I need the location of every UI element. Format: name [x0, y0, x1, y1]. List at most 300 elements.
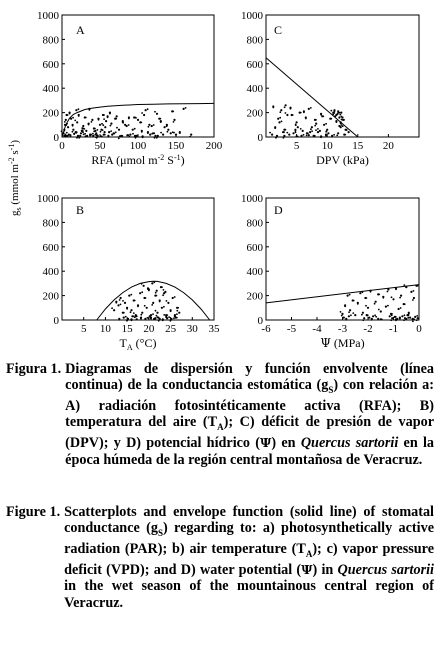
- panel-A-point: [164, 126, 166, 128]
- panel-D-point: [341, 313, 343, 315]
- panel-D-point: [375, 301, 377, 303]
- panel-A-point: [76, 121, 78, 123]
- panel-A-point: [141, 112, 143, 114]
- panel-C-point: [333, 134, 335, 136]
- panel-C-point: [310, 128, 312, 130]
- panel-C-point: [341, 119, 343, 121]
- panel-C-point: [276, 135, 278, 137]
- panel-C-point: [306, 134, 308, 136]
- panel-D-xtick-label: -1: [388, 323, 399, 335]
- panel-A-point: [64, 134, 66, 136]
- panel-B-point: [178, 312, 180, 314]
- panel-D-point: [348, 315, 350, 317]
- panel-A-point: [78, 137, 80, 139]
- panel-B-point: [176, 317, 178, 319]
- panel-B-point: [130, 294, 132, 296]
- panel-B-point: [136, 318, 138, 320]
- panel-C-point: [310, 107, 312, 109]
- panel-C-point: [340, 112, 342, 114]
- panel-B-point: [174, 314, 176, 316]
- panel-C-ytick-label: 600: [246, 58, 263, 71]
- panel-A-point: [104, 134, 106, 136]
- panel-B-point: [163, 314, 165, 316]
- panel-C-frame: [266, 15, 419, 137]
- panel-A-point: [135, 137, 137, 139]
- panel-C-point: [300, 112, 302, 114]
- panel-C-point: [297, 126, 299, 128]
- panel-D-point: [391, 317, 393, 319]
- panel-B-point: [152, 313, 154, 315]
- panel-A-point: [64, 121, 66, 123]
- panel-A-point: [88, 124, 90, 126]
- panel-A-point: [147, 132, 149, 134]
- panel-D-point: [341, 315, 343, 317]
- panel-D-point: [387, 291, 389, 293]
- panel-B-point: [145, 297, 147, 299]
- panel-C-ytick-label: 200: [246, 107, 263, 120]
- panel-D-point: [390, 319, 392, 321]
- panel-A-point: [159, 118, 161, 120]
- panel-A-point: [132, 133, 134, 135]
- panel-C-point: [339, 112, 341, 114]
- panel-C-point: [319, 130, 321, 132]
- panel-C-xtick-label: 10: [321, 140, 333, 152]
- panel-A-point: [172, 131, 174, 133]
- panel-C-point: [292, 114, 294, 116]
- panel-A-point: [94, 128, 96, 130]
- panel-B-point: [139, 292, 141, 294]
- panel-A-point: [116, 115, 118, 117]
- panel-D-point: [366, 297, 368, 299]
- panel-D-letter: D: [274, 203, 283, 217]
- panel-B-point: [177, 307, 179, 309]
- panel-A-point: [157, 135, 159, 137]
- panel-B-point: [164, 291, 166, 293]
- panel-A-point: [134, 135, 136, 137]
- panel-A-point: [109, 113, 111, 115]
- panel-B-ytick-label: 1000: [37, 193, 59, 205]
- panel-A-point: [108, 136, 110, 138]
- panel-A-point: [118, 129, 120, 131]
- panel-A-point: [96, 134, 98, 136]
- panel-B-point: [170, 310, 172, 312]
- panel-B-point: [159, 318, 161, 320]
- panel-A-point: [134, 128, 136, 130]
- panel-D-point: [362, 319, 364, 321]
- panel-A-point: [74, 120, 76, 122]
- panel-D-ytick-label: 1000: [241, 193, 263, 205]
- panel-B-point: [161, 286, 163, 288]
- panel-A-point: [85, 117, 87, 119]
- panel-B-point: [167, 302, 169, 304]
- panel-A-point: [121, 135, 123, 137]
- panel-B-point: [158, 320, 160, 322]
- panel-A-point: [132, 129, 134, 131]
- panel-B-point: [144, 318, 146, 320]
- panel-C-point: [283, 137, 285, 139]
- panel-B-point: [122, 300, 124, 302]
- panel-C-point: [343, 119, 345, 121]
- panel-A-xtick-label: 50: [94, 140, 106, 152]
- panel-C-point: [283, 131, 285, 133]
- panel-C-point: [286, 114, 288, 116]
- panel-D-xtick-label: -2: [363, 323, 373, 335]
- panel-A-point: [98, 119, 100, 121]
- caption-spanish: [6, 361, 434, 468]
- panel-A-point: [116, 127, 118, 129]
- panel-D-point: [403, 284, 405, 286]
- panel-B-point: [120, 304, 122, 306]
- panel-C-point: [344, 134, 346, 136]
- panel-A-ytick-label: 1000: [37, 10, 59, 22]
- panel-B-point: [133, 312, 135, 314]
- panel-B-point: [155, 292, 157, 294]
- panel-B-point: [159, 301, 161, 303]
- panel-D-point: [400, 295, 402, 297]
- panel-D-point: [398, 308, 400, 310]
- panel-B-point: [136, 315, 138, 317]
- panel-B-point: [174, 296, 176, 298]
- panel-C-point: [334, 110, 336, 112]
- panel-D-point: [349, 294, 351, 296]
- panel-A-point: [154, 135, 156, 137]
- panel-A-point: [154, 111, 156, 113]
- panel-B-point: [137, 306, 139, 308]
- panel-B-point: [154, 318, 156, 320]
- panel-B-point: [125, 316, 127, 318]
- caption-en-label: Figure 1.: [6, 504, 61, 520]
- panel-A-point: [135, 117, 137, 119]
- panel-D-xtick-label: -4: [312, 323, 322, 335]
- panel-D-point: [352, 312, 354, 314]
- panel-D-point: [389, 315, 391, 317]
- panel-A-point: [124, 124, 126, 126]
- panel-B-ytick-label: 400: [42, 266, 59, 279]
- panel-C-point: [285, 129, 287, 131]
- panel-D-point: [368, 317, 370, 319]
- panel-B-point: [155, 310, 157, 312]
- panel-A-point: [141, 131, 143, 133]
- panel-C-point: [317, 131, 319, 133]
- panel-D-point: [345, 319, 347, 321]
- panel-B-point: [140, 314, 142, 316]
- panel-B-point: [162, 294, 164, 296]
- panel-D-xtick-label: -6: [261, 323, 271, 335]
- panel-B-point: [165, 316, 167, 318]
- panel-D-point: [410, 291, 412, 293]
- panel-B-point: [156, 312, 158, 314]
- panel-C-point: [302, 130, 304, 132]
- panel-A-point: [61, 130, 63, 132]
- panel-C-point: [283, 135, 285, 137]
- panel-B-point: [156, 315, 158, 317]
- panel-A-point: [128, 118, 130, 120]
- panel-D-point: [416, 319, 418, 321]
- panel-B-point: [126, 308, 128, 310]
- panel-B-point: [151, 304, 153, 306]
- panel-D-point: [357, 303, 359, 305]
- panel-C-point: [308, 134, 310, 136]
- panel-A-point: [156, 113, 158, 115]
- panel-B-point: [123, 312, 125, 314]
- panel-D-point: [413, 290, 415, 292]
- panel-C-point: [320, 137, 322, 139]
- panel-C-point: [296, 121, 298, 123]
- panel-A-point: [119, 135, 121, 137]
- panel-C-xtick-label: 5: [293, 140, 300, 152]
- panel-A-point: [72, 129, 74, 131]
- panel-A-point: [72, 131, 74, 133]
- panel-A-point: [142, 137, 144, 139]
- panel-D-xtick-label: 0: [416, 323, 422, 335]
- panel-B-xtick-label: 10: [99, 323, 111, 335]
- panel-D-point: [359, 292, 361, 294]
- panel-A-xlabel: RFA (μmol $m^{-2}$ $S^{-1}$): [91, 153, 185, 167]
- panel-D-frame: [266, 198, 419, 320]
- panel-C-point: [274, 127, 276, 129]
- panel-B-point: [157, 316, 159, 318]
- panel-A-point: [69, 113, 71, 115]
- panel-B-point: [173, 317, 175, 319]
- panel-B-point: [126, 320, 128, 322]
- panel-B-point: [152, 302, 154, 304]
- panel-C-point: [317, 128, 319, 130]
- panel-C-point: [303, 112, 305, 114]
- panel-A-point: [143, 114, 145, 116]
- panel-B-xtick-label: 35: [208, 323, 220, 335]
- panel-A-ytick-label: 600: [42, 58, 59, 71]
- panel-B-point: [176, 310, 178, 312]
- panel-D-point: [367, 307, 369, 309]
- panel-A-point: [92, 135, 94, 137]
- panel-D-point: [361, 314, 363, 316]
- panel-B-point: [118, 319, 120, 321]
- panel-C-point: [327, 132, 329, 134]
- panel-C-letter: C: [274, 23, 283, 37]
- panel-A-frame: [62, 15, 214, 137]
- panel-C-point: [315, 119, 317, 121]
- panel-C-point: [286, 132, 288, 134]
- panel-A-point: [73, 133, 75, 135]
- panel-C-xlabel: DPV (kPa): [316, 153, 369, 167]
- panel-A-point: [140, 122, 142, 124]
- panel-C-point: [322, 115, 324, 117]
- panel-C-point: [277, 118, 279, 120]
- panel-D-point: [400, 307, 402, 309]
- panel-B-point: [166, 300, 168, 302]
- panel-A-point: [162, 134, 164, 136]
- panel-D-envelope: [266, 285, 419, 303]
- panel-C-point: [311, 126, 313, 128]
- panel-A-point: [67, 135, 69, 137]
- panel-A-point: [160, 132, 162, 134]
- panel-B-ytick-label: 600: [42, 241, 59, 254]
- panel-B-point: [162, 320, 164, 322]
- panel-D-point: [349, 309, 351, 311]
- panel-A-point: [72, 125, 74, 127]
- panel-B-point: [156, 290, 158, 292]
- panel-D-point: [362, 312, 364, 314]
- panel-B-point: [124, 302, 126, 304]
- panel-A-ytick-label: 200: [42, 107, 59, 120]
- panel-C-point: [271, 134, 273, 136]
- panel-A-point: [100, 131, 102, 133]
- panel-B-point: [166, 314, 168, 316]
- panel-A-point: [115, 131, 117, 133]
- panel-B-point: [127, 318, 129, 320]
- panel-D-point: [412, 321, 414, 323]
- panel-B-point: [120, 297, 122, 299]
- panel-B-point: [115, 302, 117, 304]
- panel-C-point: [339, 114, 341, 116]
- panel-B-point: [176, 313, 178, 315]
- panel-A-point: [151, 133, 153, 135]
- panel-C-ytick-label: 1000: [241, 10, 263, 22]
- panel-D-point: [399, 318, 401, 320]
- panel-D-point: [372, 315, 374, 317]
- panel-A-xtick-label: 100: [129, 140, 147, 152]
- panel-D-point: [404, 303, 406, 305]
- panel-C-point: [314, 135, 316, 137]
- panel-A-point: [148, 126, 150, 128]
- panel-A-point: [85, 130, 87, 132]
- panel-C-point: [342, 125, 344, 127]
- panel-B-point: [128, 295, 130, 297]
- panel-D-point: [417, 317, 419, 319]
- panel-A-xtick-label: 150: [167, 140, 185, 152]
- panel-A-point: [111, 134, 113, 136]
- panel-C-point: [323, 124, 325, 126]
- panel-A-point: [127, 134, 129, 136]
- panel-D-point: [391, 314, 393, 316]
- panel-C-point: [306, 132, 308, 134]
- panel-A-point: [160, 121, 162, 123]
- panel-C-point: [320, 114, 322, 116]
- panel-A-point: [65, 119, 67, 121]
- panel-C-point: [279, 111, 281, 113]
- panel-D-point: [348, 311, 350, 313]
- panel-A-point: [70, 135, 72, 137]
- panel-D-point: [382, 297, 384, 299]
- panel-B-point: [130, 311, 132, 313]
- panel-A-point: [108, 131, 110, 133]
- panel-A-point: [153, 132, 155, 134]
- panel-C-point: [285, 104, 287, 106]
- panel-A-point: [151, 125, 153, 127]
- panel-A-point: [173, 119, 175, 121]
- panel-C-point: [305, 118, 307, 120]
- panel-D-point: [374, 314, 376, 316]
- panel-A-point: [145, 109, 147, 111]
- panel-B-xtick-label: 20: [143, 323, 155, 335]
- panel-B-point: [117, 304, 119, 306]
- panel-B-point: [143, 285, 145, 287]
- panel-A-point: [172, 111, 174, 113]
- panel-A-point: [72, 117, 74, 119]
- panel-A-point: [91, 121, 93, 123]
- panel-A-point: [147, 108, 149, 110]
- panel-C-point: [315, 129, 317, 131]
- panel-C-point: [275, 137, 277, 139]
- panel-D-ytick-label: 800: [246, 217, 263, 230]
- panel-A-point: [75, 132, 77, 134]
- panel-A-point: [104, 131, 106, 133]
- panel-B-xtick-label: 5: [80, 323, 87, 335]
- panel-C-point: [300, 135, 302, 137]
- panel-C-point: [278, 121, 280, 123]
- panel-A-xtick-label: 200: [205, 140, 223, 152]
- panel-C-point: [285, 112, 287, 114]
- panel-A-point: [101, 136, 103, 138]
- panel-A-point: [156, 137, 158, 139]
- caption-en-text: Scatterplots and envelope function (solid line) of stomatal conductance $(g_S)$ regarding to: a) photosynthetically active radiation (PAR); b) air temperature $(T_A)$; c) vapor pressure deficit (VPD); and D) water potential (Ψ) in Quercus sartorii in the wet season of the mountainous central region of Veracruz.: [64, 504, 435, 611]
- panel-A-point: [78, 108, 80, 110]
- panel-C-point: [308, 108, 310, 110]
- panel-C-point: [309, 131, 311, 133]
- panel-C-point: [340, 126, 342, 128]
- panel-D-point: [378, 294, 380, 296]
- panel-A-point: [80, 132, 82, 134]
- panel-C-point: [281, 121, 283, 123]
- panel-B-point: [140, 318, 142, 320]
- panel-C-point: [272, 107, 274, 109]
- panel-B-point: [141, 291, 143, 293]
- panel-D-ytick-label: 600: [246, 241, 263, 254]
- caption-es-label: Figura 1.: [6, 361, 62, 377]
- panel-C-point: [269, 132, 271, 134]
- panel-D-ytick-label: 0: [257, 315, 263, 327]
- panel-C-ytick-label: 400: [246, 83, 263, 96]
- panel-D-xtick-label: -3: [337, 323, 348, 335]
- panel-A-point: [179, 132, 181, 134]
- panel-C-point: [303, 134, 305, 136]
- panel-A-point: [185, 107, 187, 109]
- panel-C-point: [325, 123, 327, 125]
- panel-C-point: [338, 116, 340, 118]
- panel-A-point: [122, 122, 124, 124]
- panel-B-ytick-label: 0: [53, 315, 59, 327]
- panel-D-point: [414, 316, 416, 318]
- panel-D-point: [377, 318, 379, 320]
- panel-B-point: [146, 307, 148, 309]
- panel-A-point: [166, 125, 168, 127]
- caption-es-text: Diagramas de dispersión y función envolvente (línea continua) de la conductancia estomática $(g_S)$ con relación a: A) radiación fotosintéticamente activa (RFA); B) temperatura del aire $(T_A)$; C) déficit de presión de vapor (DPV); y D) potencial hídrico (Ψ) en Quercus sartorii en la época húmeda de la región central montañosa de Veracruz.: [65, 361, 434, 468]
- panel-A-point: [82, 125, 84, 127]
- panel-A-point: [103, 118, 105, 120]
- panel-C-point: [280, 109, 282, 111]
- panel-C-point: [331, 135, 333, 137]
- panel-A-point: [183, 108, 185, 110]
- panel-D-point: [366, 315, 368, 317]
- panel-B-point: [141, 312, 143, 314]
- panel-D-point: [405, 318, 407, 320]
- panel-C-envelope: [266, 58, 358, 137]
- panel-C-point: [337, 132, 339, 134]
- panel-B-point: [163, 306, 165, 308]
- panel-C-point: [336, 121, 338, 123]
- panel-A-point: [67, 126, 69, 128]
- panel-B-point: [131, 320, 133, 322]
- panel-A-point: [103, 114, 105, 116]
- panel-A-point: [149, 134, 151, 136]
- panel-A-point: [92, 133, 94, 135]
- panel-A-point: [79, 135, 81, 137]
- panel-D-point: [412, 319, 414, 321]
- panel-A-point: [148, 124, 150, 126]
- panel-D-point: [391, 296, 393, 298]
- panel-A-point: [128, 124, 130, 126]
- panel-D-point: [401, 315, 403, 317]
